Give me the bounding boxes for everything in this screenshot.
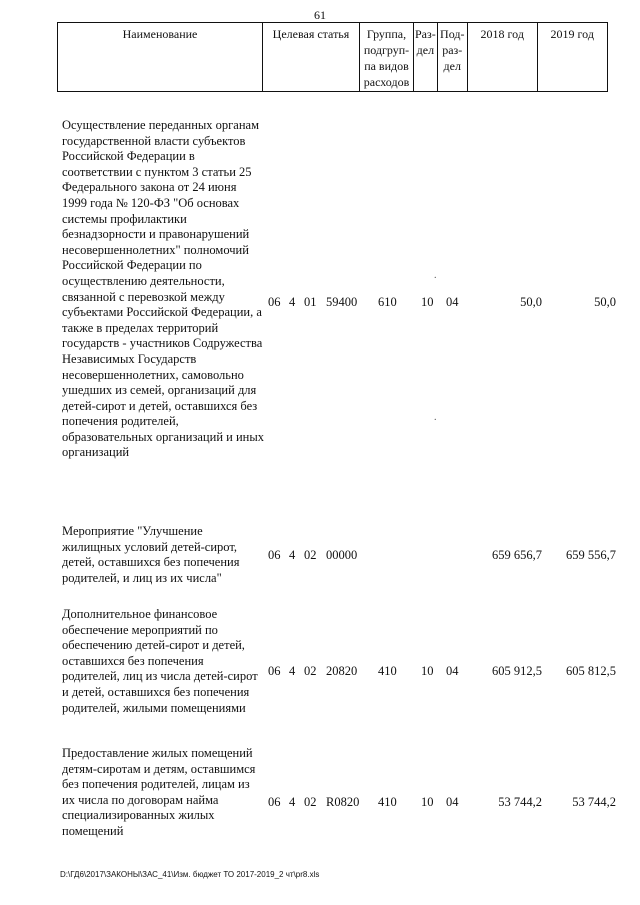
- row-2-target-3: 02: [304, 548, 317, 562]
- scan-dot: .: [434, 412, 437, 423]
- row-1-group: 610: [378, 295, 397, 309]
- row-3-2018: 605 912,5: [492, 664, 542, 678]
- row-1-section: 10: [421, 295, 434, 309]
- row-1-target-2: 4: [289, 295, 296, 309]
- table-header: [57, 22, 608, 92]
- header-section: Раз-дел: [414, 23, 438, 92]
- row-4-target-2: 4: [289, 795, 296, 809]
- row-3-subsection: 04: [446, 664, 459, 678]
- row-2-2018: 659 656,7: [492, 548, 542, 562]
- row-3-target-3: 02: [304, 664, 317, 678]
- row-1-subsection: 04: [446, 295, 459, 309]
- header-target: Целевая статья: [263, 23, 360, 92]
- scan-dot: .: [434, 270, 437, 281]
- row-1-name: Осуществление переданных органам государственной власти субъектов Российской Федерации в соответствии с пунктом 3 статьи 25 Федерального закона от 24 июня 1999 года № 120-ФЗ "Об основах системы профилактики безнадзорности и правонарушений несовершеннолетних" полномочий Российской Федерации по осуществлению деятельности, связанной с перевозкой между субъектами Российской Федерации, а также в пределах территорий государств - участников Содружества Независимых Государств несовершеннолетних, самовольно ушедших из семей, организаций для детей-сирот и детей, оставшихся без попечения родителей, образовательных организаций и иных организаций: [62, 118, 264, 460]
- header-2018: 2018 год: [467, 23, 537, 92]
- row-4-target-1: 06: [268, 795, 281, 809]
- row-2-target-2: 4: [289, 548, 296, 562]
- row-1-target-3: 01: [304, 295, 317, 309]
- row-3-name: Дополнительное финансовое обеспечение мероприятий по обеспечению детей-сирот и детей, оставшихся без попечения родителей, лиц из числа детей-сирот и детей, оставшихся без попечения родителей, жилыми помещениями: [62, 607, 258, 715]
- row-2-2019: 659 556,7: [566, 548, 616, 562]
- header-subsection: Под-раз-дел: [437, 23, 467, 92]
- row-4-name: Предоставление жилых помещений детям-сиротам и детям, оставшимся без попечения родителей, лицам из их числа по договорам найма специализированных жилых помещений: [62, 746, 256, 838]
- row-4-2019: 53 744,2: [572, 795, 616, 809]
- header-2019: 2019 год: [537, 23, 607, 92]
- row-3-2019: 605 812,5: [566, 664, 616, 678]
- row-3-section: 10: [421, 664, 434, 678]
- page-number: 61: [314, 8, 326, 22]
- row-4-target-4: R0820: [326, 795, 360, 809]
- row-1-target-4: 59400: [326, 295, 358, 309]
- row-4-section: 10: [421, 795, 434, 809]
- row-3-target-4: 20820: [326, 664, 358, 678]
- row-1-2018: 50,0: [520, 295, 542, 309]
- row-3-target-1: 06: [268, 664, 281, 678]
- row-1-2019: 50,0: [594, 295, 616, 309]
- row-4-2018: 53 744,2: [498, 795, 542, 809]
- row-4-group: 410: [378, 795, 397, 809]
- header-name: Наименование: [58, 23, 263, 92]
- row-1-target-1: 06: [268, 295, 281, 309]
- header-group: Группа, подгруп-па видов расходов: [360, 23, 414, 92]
- row-2-target-1: 06: [268, 548, 281, 562]
- row-4-subsection: 04: [446, 795, 459, 809]
- row-4-target-3: 02: [304, 795, 317, 809]
- row-3-target-2: 4: [289, 664, 296, 678]
- row-2-name: Мероприятие "Улучшение жилищных условий детей-сирот, детей, оставшихся без попечения родителей, и лиц из их числа": [62, 524, 240, 585]
- row-2-target-4: 00000: [326, 548, 358, 562]
- file-path-footer: D:\ГД6\2017\ЗАКОНЫ\ЗАС_41\Изм. бюджет ТО 2017-2019_2 чт\pr8.xls: [60, 870, 320, 879]
- row-3-group: 410: [378, 664, 397, 678]
